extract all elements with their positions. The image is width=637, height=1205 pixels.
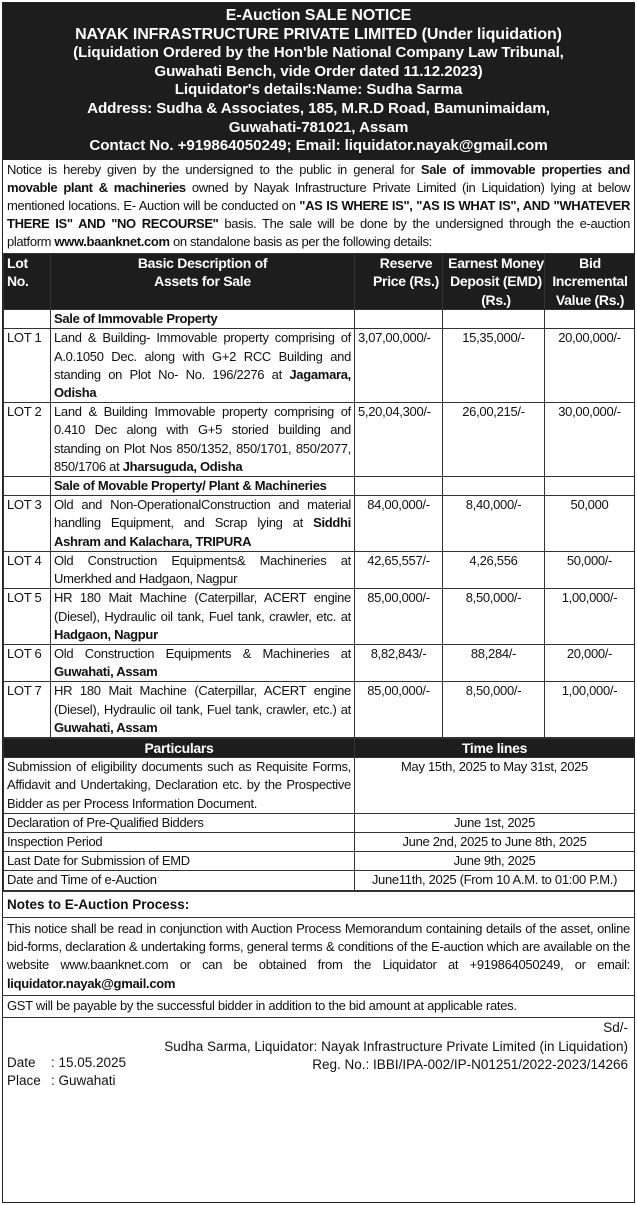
lot-number: LOT 1 (4, 329, 51, 403)
emd-value: 26,00,215/- (443, 403, 545, 477)
notes-body: This notice shall be read in conjunction with Auction Process Memorandum containing details of the asset, online bid-forms, declaration & undertaking forms, general terms & conditions of the E-auction which are available on the website www.baanknet.com or can be obtained from the Liquidator at +919864050249, or email: (7, 920, 630, 973)
signatory-name: Sudha Sarma, Liquidator: Nayak Infrastructure Private Limited (in Liquidation) (164, 1039, 628, 1055)
lot-description (51, 589, 355, 645)
reserve-price: 84,00,000/- (355, 496, 443, 552)
company-name: NAYAK INFRASTRUCTURE PRIVATE LIMITED (Under liquidation) (75, 25, 562, 43)
section-spacer (355, 477, 443, 496)
lots-table (3, 253, 635, 738)
col-header-timelines: Time lines (355, 738, 635, 757)
notes-text (3, 917, 634, 996)
header-line-4: Guwahati Bench, vide Order dated 11.12.2023) (154, 62, 483, 80)
table-row (4, 589, 635, 645)
lot-number: LOT 2 (4, 403, 51, 477)
lot-location: Jagamara, Odisha (54, 366, 351, 401)
timelines-header (4, 738, 635, 757)
lot-description (51, 644, 355, 681)
section-label-movable: Sale of Movable Property/ Plant & Machineries (51, 477, 355, 496)
notice-header (3, 3, 634, 160)
liquidator-address-1: Address: Sudha & Associates, 185, M.R.D Road, Bamunimaidam, (87, 99, 550, 117)
section-label-immovable: Sale of Immovable Property (51, 310, 355, 329)
table-row (4, 813, 635, 832)
bid-increment: 20,000/- (545, 644, 635, 681)
lot-location: Siddhi Ashram and Kalachara, TRIPURA (54, 515, 351, 549)
lot-description (51, 403, 355, 477)
section-row-immovable (4, 310, 635, 329)
col-header-description-text: Basic Description of Assets for Sale (137, 254, 268, 290)
gst-note: GST will be payable by the successful bidder in addition to the bid amount at applicable rates. (3, 995, 634, 1018)
emd-value: 15,35,000/- (443, 329, 545, 403)
liquidator-name: Liquidator's details:Name: Sudha Sarma (174, 81, 463, 99)
lot-number: LOT 7 (4, 682, 51, 738)
col-header-reserve-text: Reserve Price (Rs.) (373, 254, 439, 290)
reserve-price: 85,00,000/- (355, 682, 443, 738)
lot-number: LOT 6 (4, 644, 51, 681)
lot-location: Guwahati, Assam (54, 719, 158, 735)
bid-increment: 30,00,000/- (545, 403, 635, 477)
lot-location: Guwahati, Assam (54, 664, 158, 680)
section-spacer (443, 477, 545, 496)
lot-description (51, 329, 355, 403)
notice-title: E-Auction SALE NOTICE (225, 7, 412, 24)
col-header-bid-text: Bid Incremental Value (Rs.) (552, 254, 628, 308)
particular: Last Date for Submission of EMD (4, 852, 355, 871)
lot-number: LOT 5 (4, 589, 51, 645)
section-spacer (443, 310, 545, 329)
liquidator-contact: Contact No. +919864050249; Email: liquidator.nayak@gmail.com (89, 137, 548, 155)
lot-description-text: HR 180 Mait Machine (Caterpillar, ACERT engine (Diesel), Hydraulic oil tank, Fuel tank, crawler, etc. at (54, 590, 351, 624)
intro-bold-1: Sale of immovable properties and movable plant & machineries (7, 161, 630, 195)
lot-description-text: Land & Building Immovable property comprising of 0.410 Dec along with G+5 storied building and standing on Plot Nos 850/1352, 850/1701, 850/2077, 850/1706 at (54, 404, 351, 474)
date-value: : 15.05.2025 (51, 1055, 127, 1071)
place-value: : Guwahati (51, 1073, 116, 1089)
timeline: June11th, 2025 (From 10 A.M. to 01:00 P.M.) (355, 871, 635, 890)
table-row (4, 758, 635, 814)
date-label: Date (7, 1055, 36, 1071)
notes-title: Notes to E-Auction Process: (3, 891, 634, 917)
section-spacer (4, 477, 51, 496)
timeline: May 15th, 2025 to May 31st, 2025 (355, 758, 635, 814)
header-line-3: (Liquidation Ordered by the Hon'ble National Company Law Tribunal, (73, 44, 564, 62)
section-spacer (4, 310, 51, 329)
sale-notice (2, 2, 635, 1203)
lot-description-text: Old Construction Equipments & Machineries at (54, 645, 351, 661)
registration-number: Reg. No.: IBBI/IPA-002/IP-N01251/2022-2023/14266 (312, 1057, 628, 1073)
table-row (4, 871, 635, 890)
table-row (4, 551, 635, 588)
lot-location: Hadgaon, Nagpur (54, 626, 158, 642)
lot-description-text: Old Construction Equipments& Machineries at Umerkhed and Hadgaon, Nagpur (54, 552, 351, 587)
particular: Submission of eligibility documents such as Requisite Forms, Affidavit and Undertaking, Declaration etc. by the Prospective Bidder as per Process Information Document. (4, 758, 355, 814)
section-row-movable (4, 477, 635, 496)
lot-description (51, 496, 355, 552)
lot-location: Jharsuguda, Odisha (122, 458, 243, 474)
lot-description-text: Old and Non-OperationalConstruction and material handling Equipment, and Scrap lying at (54, 497, 351, 531)
section-spacer (545, 477, 635, 496)
emd-value: 4,26,556 (443, 551, 545, 588)
timeline: June 1st, 2025 (355, 813, 635, 832)
emd-value: 8,50,000/- (443, 682, 545, 738)
table-row (4, 682, 635, 738)
intro-text-3: basis. The sale will be done by the undersigned through the e-auction platform (7, 215, 630, 249)
lot-number: LOT 3 (4, 496, 51, 552)
timeline: June 2nd, 2025 to June 8th, 2025 (355, 832, 635, 851)
col-header-reserve (355, 253, 443, 310)
date-place (7, 1054, 126, 1090)
reserve-price: 3,07,00,000/- (355, 329, 443, 403)
signature-block (3, 1018, 634, 1088)
col-header-bid (545, 253, 635, 310)
col-header-lot-text: Lot No. (7, 254, 29, 290)
table-row (4, 644, 635, 681)
table-row (4, 403, 635, 477)
table-row (4, 832, 635, 851)
bid-increment: 50,000 (545, 496, 635, 552)
signed-mark: Sd/- (603, 1020, 628, 1036)
intro-text-4: on standalone basis as per the following details: (169, 233, 432, 249)
reserve-price: 8,82,843/- (355, 644, 443, 681)
emd-value: 8,40,000/- (443, 496, 545, 552)
emd-value: 8,50,000/- (443, 589, 545, 645)
bid-increment: 1,00,000/- (545, 682, 635, 738)
intro-website: www.baanknet.com (54, 233, 170, 249)
intro-text-2: owned by Nayak Infrastructure Private Limited (in Liquidation) lying at below mentioned locations. E- Auction will be conducted on (7, 179, 630, 213)
intro-text-1: Notice is hereby given by the undersigned to the public in general for (7, 161, 421, 177)
particular: Inspection Period (4, 832, 355, 851)
liquidator-address-2: Guwahati-781021, Assam (228, 118, 409, 136)
intro-bold-2: "AS IS WHERE IS", "AS IS WHAT IS", AND "WHATEVER THERE IS" AND "NO RECOURSE" (7, 197, 630, 231)
bid-increment: 20,00,000/- (545, 329, 635, 403)
lot-description-text: HR 180 Mait Machine (Caterpillar, ACERT engine (Diesel), Hydraulic oil tank, Fuel tank, crawler, etc.) at (54, 683, 351, 717)
section-spacer (545, 310, 635, 329)
timelines-table (3, 738, 635, 891)
particular: Date and Time of e-Auction (4, 871, 355, 890)
reserve-price: 85,00,000/- (355, 589, 443, 645)
col-header-particulars: Particulars (4, 738, 355, 757)
reserve-price: 42,65,557/- (355, 551, 443, 588)
lot-number: LOT 4 (4, 551, 51, 588)
intro-paragraph (3, 160, 634, 253)
particular: Declaration of Pre-Qualified Bidders (4, 813, 355, 832)
table-row (4, 329, 635, 403)
col-header-emd (443, 253, 545, 310)
notes-email: liquidator.nayak@gmail.com (7, 975, 176, 991)
timeline: June 9th, 2025 (355, 852, 635, 871)
col-header-emd-text: Earnest Money Deposit (EMD) (Rs.) (448, 254, 544, 308)
lot-description (51, 551, 355, 588)
lot-description (51, 682, 355, 738)
signatory (164, 1038, 628, 1074)
lot-description-text: Land & Building- Immovable property comprising of A.0.1050 Dec. along with G+2 RCC Building and standing on Plot No- No. 196/2276 at (54, 330, 351, 382)
table-row (4, 852, 635, 871)
place-label: Place (7, 1073, 41, 1089)
col-header-lot (4, 253, 51, 310)
bid-increment: 1,00,000/- (545, 589, 635, 645)
section-spacer (355, 310, 443, 329)
col-header-description (51, 253, 355, 310)
emd-value: 88,284/- (443, 644, 545, 681)
reserve-price: 5,20,04,300/- (355, 403, 443, 477)
bid-increment: 50,000/- (545, 551, 635, 588)
table-row (4, 496, 635, 552)
